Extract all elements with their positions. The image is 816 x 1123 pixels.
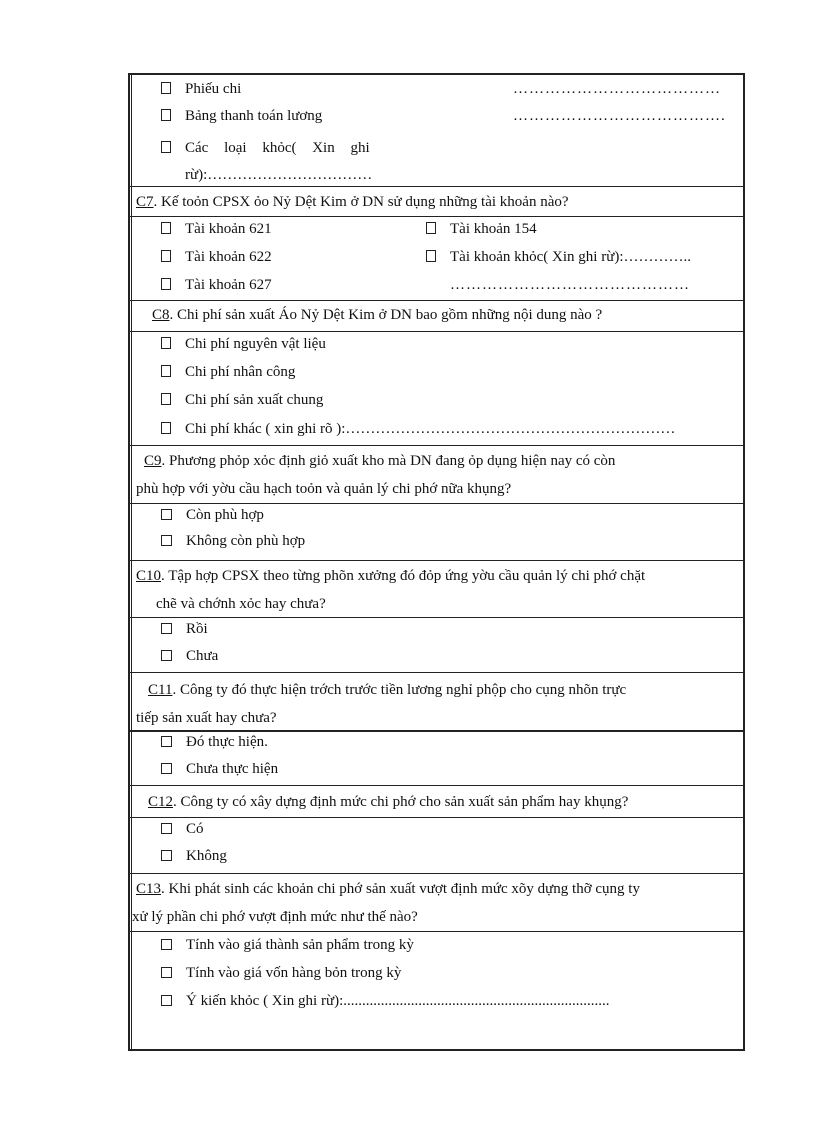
option-nhan-cong[interactable]: Chi phí nhân công [161,364,295,381]
divider [130,216,743,217]
option-tk-627[interactable]: Tài khoản 627 [161,277,272,294]
option-chua[interactable]: Chưa [161,648,218,665]
option-khong-con-phu-hop[interactable]: Không còn phù hợp [161,533,305,550]
question-c10: C10. Tập hợp CPSX theo từng phõn xưởng đó đỏp ứng yờu cầu quản lý chi phớ chặt chẽ và chớnh xỏc hay chưa? [136,568,646,612]
checkbox-icon[interactable] [161,337,171,349]
divider [130,672,743,673]
checkbox-icon[interactable] [426,250,436,262]
option-tk-154[interactable]: Tài khoản 154 [426,221,537,238]
fill-dots: ……………………………………… [450,277,690,293]
question-number: C9 [144,453,162,469]
option-phieu-chi[interactable]: Phiếu chi [161,81,241,98]
option-cac-loai-khac[interactable]: Các loại khỏc( Xin ghi [161,140,370,157]
divider [130,331,743,332]
option-con-phu-hop[interactable]: Còn phù hợp [161,507,264,524]
checkbox-icon[interactable] [426,222,436,234]
checkbox-icon[interactable] [161,967,172,978]
divider [130,873,743,874]
checkbox-icon[interactable] [161,736,172,747]
divider [130,730,743,732]
divider [130,931,743,932]
divider [130,503,743,504]
question-c7: C7. Kế toỏn CPSX ỏo Nỷ Dệt Kim ở DN sử dụng những tài khoản nào? [136,194,569,210]
question-c11: C11. Công ty đó thực hiện trớch trước tiền lương nghỉ phộp cho cụng nhõn trực tiếp sản xuất hay chưa? [136,682,627,726]
question-c12: C12. Công ty có xây dựng định mức chi phớ cho sản xuất sản phẩm hay khụng? [148,794,629,810]
question-number: C10 [136,568,162,584]
option-sx-chung[interactable]: Chi phí sản xuất chung [161,392,323,409]
checkbox-icon[interactable] [161,823,172,834]
checkbox-icon[interactable] [161,82,171,94]
divider [130,560,743,561]
question-c8: C8. Chi phí sản xuất Áo Nỷ Dệt Kim ở DN bao gồm những nội dung nào ? [152,307,603,323]
fill-dots: …………………………………. [513,108,726,124]
question-number: C13 [136,881,162,897]
option-gia-thanh[interactable]: Tính vào giá thành sản phẩm trong kỳ [161,937,414,954]
checkbox-icon[interactable] [161,623,172,634]
checkbox-icon[interactable] [161,141,171,153]
checkbox-icon[interactable] [161,222,171,234]
option-da-thuc-hien[interactable]: Đó thực hiện. [161,734,268,751]
option-tk-622[interactable]: Tài khoản 622 [161,249,272,266]
divider [130,186,743,187]
survey-form-frame [128,73,745,1051]
option-co[interactable]: Có [161,821,204,838]
checkbox-icon[interactable] [161,995,172,1006]
checkbox-icon[interactable] [161,393,171,405]
checkbox-icon[interactable] [161,422,171,434]
divider [130,617,743,618]
checkbox-icon[interactable] [161,763,172,774]
checkbox-icon[interactable] [161,109,171,121]
question-number: C12 [148,794,174,810]
option-tk-621[interactable]: Tài khoản 621 [161,221,272,238]
option-nguyen-vat-lieu[interactable]: Chi phí nguyên vật liệu [161,336,326,353]
option-khong[interactable]: Không [161,848,227,865]
question-c13: C13. Khi phát sinh các khoản chi phớ sản xuất vượt định mức xõy dựng thỡ cụng ty xử lý phần chi phớ vượt định mức như thế nào? [132,881,640,925]
divider [130,445,743,446]
checkbox-icon[interactable] [161,650,172,661]
divider [130,785,743,786]
question-number: C11 [148,682,173,698]
write-in-line: rừ):…………………………… [185,167,373,183]
checkbox-icon[interactable] [161,365,171,377]
fill-dots: ………………………………… [513,81,721,97]
option-chi-phi-khac[interactable]: Chi phí khác ( xin ghi rõ ):………………………………………………………… [161,421,675,438]
option-bang-thanh-toan[interactable]: Bảng thanh toán lương [161,108,322,125]
checkbox-icon[interactable] [161,278,171,290]
checkbox-icon[interactable] [161,939,172,950]
question-number: C8 [152,307,170,323]
checkbox-icon[interactable] [161,250,171,262]
option-chua-thuc-hien[interactable]: Chưa thực hiện [161,761,278,778]
question-number: C7 [136,194,154,210]
checkbox-icon[interactable] [161,509,172,520]
option-y-kien-khac[interactable]: Ý kiến khỏc ( Xin ghi rừ):....................................................................... [161,993,610,1010]
option-tk-khac[interactable]: Tài khoản khỏc( Xin ghi rừ):………….. [426,249,691,266]
option-gia-von[interactable]: Tính vào giá vốn hàng bỏn trong kỳ [161,965,401,982]
divider [130,817,743,818]
checkbox-icon[interactable] [161,535,172,546]
option-roi[interactable]: Rồi [161,621,208,638]
question-c9: C9. Phương phỏp xỏc định giỏ xuất kho mà DN đang ỏp dụng hiện nay có còn phù hợp với yờu cầu hạch toỏn và quản lý chi phớ nữa khụng? [136,453,616,497]
checkbox-icon[interactable] [161,850,172,861]
